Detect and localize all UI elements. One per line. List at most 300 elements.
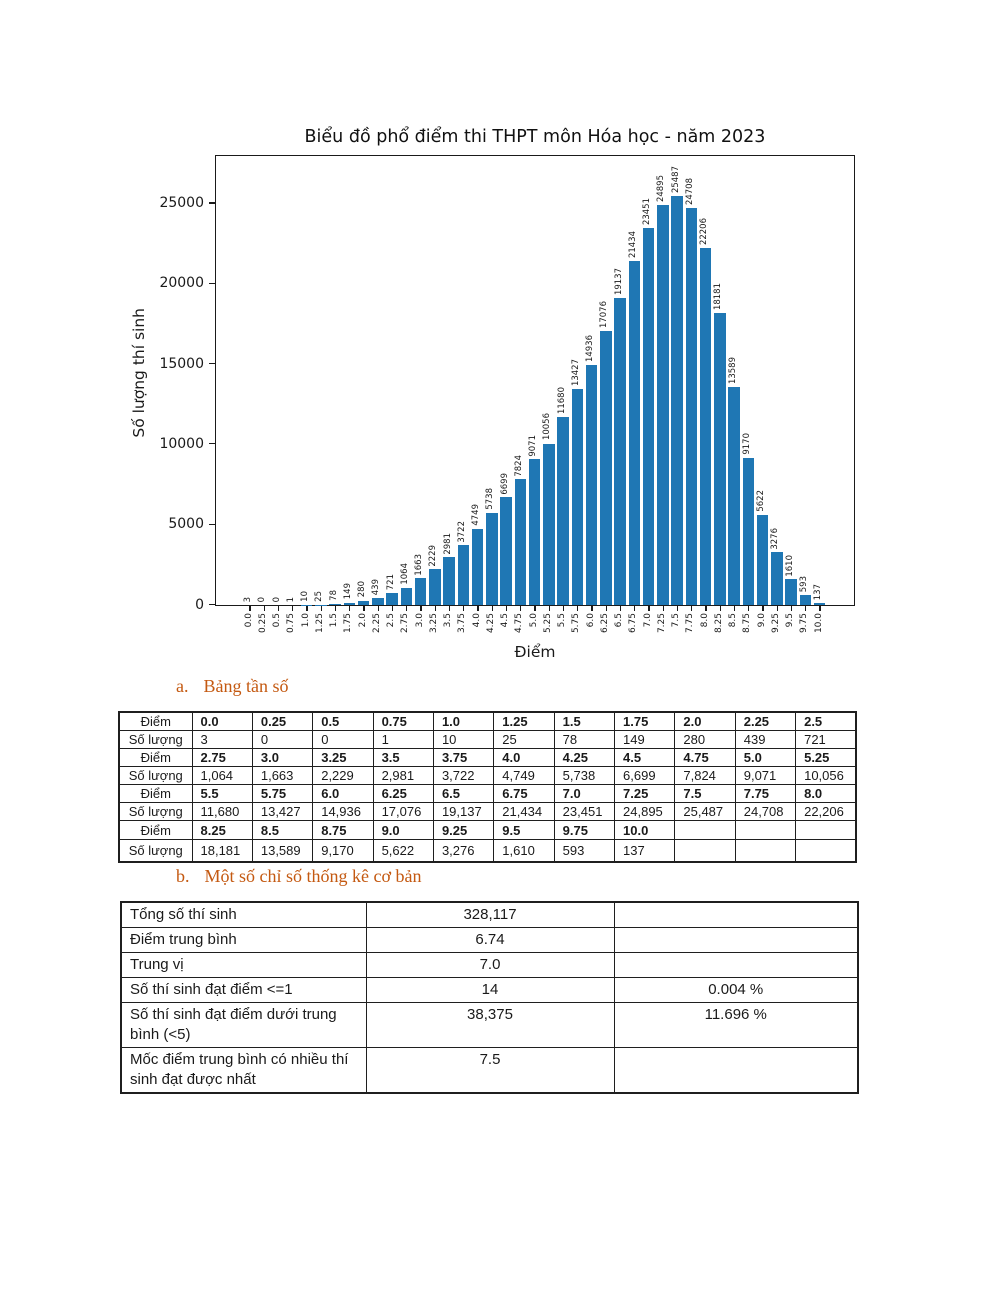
stats-pct: 11.696 % — [614, 1003, 858, 1048]
x-tick-label: 10.0 — [813, 613, 824, 634]
freq-cell: 2.75 — [192, 749, 252, 767]
freq-cell: 5.25 — [796, 749, 856, 767]
x-tick — [791, 606, 792, 611]
plot-area — [215, 155, 855, 606]
bar — [700, 248, 712, 605]
bar-value-label: 721 — [385, 574, 396, 591]
x-tick — [321, 606, 322, 611]
bar — [443, 557, 455, 605]
bar-value-label: 19137 — [613, 267, 624, 295]
x-tick-label: 2.75 — [400, 613, 411, 634]
freq-cell: 0.25 — [252, 712, 312, 731]
freq-cell: 25 — [494, 731, 554, 749]
freq-row — [119, 821, 856, 840]
freq-row-label: Điểm — [119, 785, 192, 803]
bar-value-label: 7824 — [513, 454, 524, 477]
bar — [743, 458, 755, 605]
bar — [629, 261, 641, 605]
x-tick-label: 1.25 — [314, 613, 325, 634]
bar-value-label: 593 — [798, 576, 809, 593]
freq-cell: 10 — [433, 731, 493, 749]
bar — [415, 578, 427, 605]
freq-cell: 9,170 — [313, 840, 373, 862]
freq-cell: 149 — [615, 731, 675, 749]
bar — [728, 387, 740, 605]
freq-cell: 1,663 — [252, 767, 312, 785]
y-tick — [209, 604, 215, 605]
stats-pct — [614, 902, 858, 928]
bar-value-label: 5622 — [756, 490, 766, 512]
x-tick-label: 0.0 — [243, 613, 254, 628]
freq-cell: 13,427 — [252, 803, 312, 821]
x-tick-label: 3.5 — [443, 613, 453, 628]
x-tick — [306, 606, 307, 611]
x-tick — [720, 606, 721, 611]
x-tick — [691, 606, 692, 611]
x-tick-label: 6.5 — [614, 613, 624, 628]
x-tick — [663, 606, 664, 611]
freq-cell: 25,487 — [675, 803, 735, 821]
x-tick-label: 6.25 — [599, 613, 610, 634]
y-tick-label: 20000 — [159, 275, 204, 292]
x-tick-label: 8.75 — [742, 613, 753, 634]
freq-cell: 7.0 — [554, 785, 614, 803]
x-tick-label: 5.5 — [557, 613, 567, 628]
bar — [386, 593, 398, 605]
freq-cell: 4.0 — [494, 749, 554, 767]
y-tick-label: 10000 — [159, 435, 204, 452]
bar — [529, 459, 541, 605]
y-tick — [209, 524, 215, 525]
frequency-table — [118, 711, 857, 863]
stats-lab: Số thí sinh đạt điểm dưới trung bình (<5) — [121, 1003, 366, 1048]
freq-cell: 5.0 — [735, 749, 795, 767]
freq-cell: 1.25 — [494, 712, 554, 731]
section-b-heading — [176, 866, 422, 887]
freq-cell: 1.75 — [615, 712, 675, 731]
stats-row — [121, 953, 858, 978]
x-tick — [392, 606, 393, 611]
x-tick — [677, 606, 678, 611]
stats-pct — [614, 1048, 858, 1094]
bar-value-label: 25 — [314, 590, 325, 602]
freq-row — [119, 749, 856, 767]
freq-cell: 11,680 — [192, 803, 252, 821]
x-tick — [748, 606, 749, 611]
stats-val: 7.0 — [366, 953, 614, 978]
x-tick-label: 2.0 — [357, 613, 368, 628]
freq-cell: 3.75 — [433, 749, 493, 767]
freq-cell: 5,738 — [554, 767, 614, 785]
freq-cell: 4,749 — [494, 767, 554, 785]
freq-cell: 5.5 — [192, 785, 252, 803]
section-a-marker: a. — [176, 676, 189, 696]
freq-cell: 3,722 — [433, 767, 493, 785]
bar — [358, 601, 370, 605]
freq-cell: 8.25 — [192, 821, 252, 840]
freq-cell: 2,229 — [313, 767, 373, 785]
freq-cell: 14,936 — [313, 803, 373, 821]
freq-cell: 2.25 — [735, 712, 795, 731]
freq-row — [119, 785, 856, 803]
bar — [771, 552, 783, 605]
freq-cell: 1,064 — [192, 767, 252, 785]
freq-cell: 2.0 — [675, 712, 735, 731]
x-tick-label: 1.5 — [329, 613, 339, 628]
x-tick-label: 7.25 — [656, 613, 667, 634]
freq-cell: 9.0 — [373, 821, 433, 840]
x-tick-label: 9.5 — [785, 613, 795, 628]
y-tick-label: 5000 — [168, 516, 204, 533]
bar — [657, 205, 669, 605]
x-tick-label: 9.25 — [770, 613, 781, 634]
freq-row-label: Số lượng — [119, 803, 192, 821]
x-tick — [620, 606, 621, 611]
x-tick — [335, 606, 336, 611]
bar — [458, 545, 470, 605]
x-tick-label: 8.25 — [713, 613, 724, 634]
freq-cell: 721 — [796, 731, 856, 749]
x-tick — [492, 606, 493, 611]
bar-value-label: 23451 — [642, 198, 652, 226]
bar-value-label: 5738 — [485, 488, 496, 510]
x-tick-label: 5.75 — [571, 613, 582, 634]
freq-cell: 2,981 — [373, 767, 433, 785]
bar-value-label: 22206 — [699, 218, 709, 246]
stats-val: 7.5 — [366, 1048, 614, 1094]
x-tick — [563, 606, 564, 611]
bar — [429, 569, 441, 605]
x-tick — [777, 606, 778, 611]
stats-lab: Điểm trung bình — [121, 928, 366, 953]
stats-row — [121, 902, 858, 928]
bar-value-label: 0 — [271, 596, 282, 602]
freq-cell: 439 — [735, 731, 795, 749]
bar — [329, 604, 341, 605]
bar-value-label: 3 — [243, 596, 253, 602]
x-tick-label: 5.25 — [542, 613, 553, 634]
bar — [486, 513, 498, 605]
freq-cell: 4.5 — [615, 749, 675, 767]
freq-cell: 6.5 — [433, 785, 493, 803]
stats-lab: Tổng số thí sinh — [121, 902, 366, 928]
freq-cell: 4.25 — [554, 749, 614, 767]
freq-cell: 1.0 — [433, 712, 493, 731]
stats-pct — [614, 953, 858, 978]
y-tick-label: 0 — [195, 596, 204, 613]
x-tick-label: 7.5 — [671, 613, 681, 628]
bar-value-label: 10056 — [542, 413, 553, 441]
bar-value-label: 13427 — [570, 359, 581, 387]
bar-value-label: 0 — [257, 596, 268, 602]
bar-value-label: 4749 — [471, 504, 481, 526]
freq-row — [119, 803, 856, 821]
freq-cell — [735, 821, 795, 840]
x-tick-label: 4.25 — [485, 613, 496, 634]
bar-value-label: 280 — [357, 581, 367, 598]
x-tick-label: 3.25 — [428, 613, 439, 634]
x-tick-label: 7.0 — [642, 613, 653, 628]
freq-cell: 3.25 — [313, 749, 373, 767]
freq-cell — [796, 840, 856, 862]
freq-cell — [796, 821, 856, 840]
stats-lab: Số thí sinh đạt điểm <=1 — [121, 978, 366, 1003]
freq-row — [119, 731, 856, 749]
x-tick — [648, 606, 649, 611]
x-tick-label: 2.5 — [386, 613, 396, 628]
bar — [671, 196, 683, 605]
x-tick-label: 4.5 — [500, 613, 510, 628]
stats-val: 14 — [366, 978, 614, 1003]
freq-cell: 24,708 — [735, 803, 795, 821]
stats-row — [121, 1048, 858, 1094]
x-tick-label: 2.25 — [371, 613, 382, 634]
freq-cell: 593 — [554, 840, 614, 862]
x-tick-label: 4.0 — [471, 613, 482, 628]
x-tick — [520, 606, 521, 611]
freq-cell: 3,276 — [433, 840, 493, 862]
bar-value-label: 3276 — [770, 527, 781, 550]
x-tick — [449, 606, 450, 611]
bar — [472, 529, 484, 605]
x-tick-label: 3.0 — [414, 613, 425, 628]
x-tick-label: 9.75 — [799, 613, 810, 634]
x-tick — [819, 606, 820, 611]
stats-lab: Mốc điểm trung bình có nhiều thí sinh đạt được nhất — [121, 1048, 366, 1094]
freq-cell: 21,434 — [494, 803, 554, 821]
x-tick — [420, 606, 421, 611]
freq-cell: 8.5 — [252, 821, 312, 840]
x-tick-label: 4.75 — [514, 613, 525, 634]
section-a-title: Bảng tần số — [203, 676, 289, 696]
x-tick — [705, 606, 706, 611]
bar-value-label: 14936 — [585, 335, 595, 363]
freq-cell: 13,589 — [252, 840, 312, 862]
x-tick-label: 1.75 — [343, 613, 354, 634]
bar — [500, 497, 512, 605]
bar — [543, 444, 555, 605]
x-tick — [591, 606, 592, 611]
bar — [757, 515, 769, 605]
bar — [515, 479, 527, 605]
freq-cell: 7.75 — [735, 785, 795, 803]
bar-value-label: 21434 — [627, 230, 638, 258]
bar-value-label: 1610 — [784, 554, 795, 577]
bar-value-label: 1064 — [399, 563, 410, 585]
bar — [344, 603, 356, 605]
stats-table — [120, 901, 859, 1094]
freq-row — [119, 712, 856, 731]
stats-val: 38,375 — [366, 1003, 614, 1048]
freq-cell: 1,610 — [494, 840, 554, 862]
freq-cell: 137 — [615, 840, 675, 862]
stats-row — [121, 928, 858, 953]
bar-value-label: 9170 — [741, 433, 752, 455]
freq-cell: 6.0 — [313, 785, 373, 803]
x-tick — [292, 606, 293, 611]
bar-value-label: 1663 — [414, 553, 424, 576]
x-tick — [264, 606, 265, 611]
y-tick-label: 25000 — [159, 195, 204, 211]
freq-cell: 19,137 — [433, 803, 493, 821]
stats-val: 6.74 — [366, 928, 614, 953]
x-tick — [378, 606, 379, 611]
freq-row — [119, 840, 856, 862]
x-tick — [406, 606, 407, 611]
freq-cell: 9.25 — [433, 821, 493, 840]
section-b-title: Một số chỉ số thống kê cơ bản — [204, 866, 422, 886]
bar — [572, 389, 584, 605]
freq-cell: 9,071 — [735, 767, 795, 785]
y-tick — [209, 363, 215, 364]
x-tick-label: 0.25 — [257, 613, 268, 634]
freq-cell: 3.5 — [373, 749, 433, 767]
x-tick — [463, 606, 464, 611]
freq-cell: 7,824 — [675, 767, 735, 785]
bar-value-label: 24895 — [656, 175, 667, 203]
freq-row-label: Điểm — [119, 749, 192, 767]
x-tick — [805, 606, 806, 611]
x-tick — [506, 606, 507, 611]
bar — [614, 298, 626, 605]
bar — [586, 365, 598, 605]
bar — [600, 331, 612, 605]
freq-row-label: Điểm — [119, 712, 192, 731]
freq-cell: 2.5 — [796, 712, 856, 731]
freq-cell: 280 — [675, 731, 735, 749]
freq-cell — [675, 840, 735, 862]
stats-lab: Trung vị — [121, 953, 366, 978]
x-tick-label: 8.0 — [699, 613, 710, 628]
x-tick — [435, 606, 436, 611]
x-axis-label: Điểm — [514, 643, 556, 661]
y-tick-label: 15000 — [159, 355, 204, 372]
bar-value-label: 137 — [813, 583, 823, 600]
x-tick — [349, 606, 350, 611]
x-tick — [734, 606, 735, 611]
freq-cell: 6,699 — [615, 767, 675, 785]
x-tick — [606, 606, 607, 611]
freq-cell: 10,056 — [796, 767, 856, 785]
bar — [401, 588, 413, 605]
x-tick — [534, 606, 535, 611]
bar-value-label: 18181 — [713, 282, 724, 311]
bar-value-label: 439 — [371, 578, 382, 595]
x-tick — [278, 606, 279, 611]
bar-value-label: 78 — [328, 589, 339, 601]
freq-cell: 8.75 — [313, 821, 373, 840]
bar-value-label: 3722 — [456, 520, 467, 543]
x-tick-label: 5.0 — [528, 613, 539, 628]
freq-cell: 24,895 — [615, 803, 675, 821]
y-axis-label: Số lượng thí sinh — [130, 308, 148, 438]
freq-cell: 6.25 — [373, 785, 433, 803]
freq-cell: 7.5 — [675, 785, 735, 803]
x-tick-label: 6.0 — [585, 613, 596, 628]
freq-cell: 5.75 — [252, 785, 312, 803]
section-b-marker: b. — [176, 866, 190, 886]
x-tick-label: 8.5 — [728, 613, 738, 628]
stats-row — [121, 1003, 858, 1048]
bar — [557, 417, 569, 605]
freq-row-label: Điểm — [119, 821, 192, 840]
x-tick-label: 7.75 — [685, 613, 696, 634]
bar-value-label: 11680 — [556, 387, 567, 415]
freq-row — [119, 767, 856, 785]
freq-cell: 0.0 — [192, 712, 252, 731]
freq-cell: 10.0 — [615, 821, 675, 840]
bar — [800, 595, 812, 605]
freq-cell: 18,181 — [192, 840, 252, 862]
freq-cell: 1 — [373, 731, 433, 749]
stats-pct: 0.004 % — [614, 978, 858, 1003]
x-tick — [549, 606, 550, 611]
x-tick — [249, 606, 250, 611]
freq-cell: 0.5 — [313, 712, 373, 731]
bar-value-label: 2229 — [428, 544, 439, 567]
bar-value-label: 149 — [342, 583, 353, 600]
bar-value-label: 13589 — [727, 356, 738, 384]
freq-cell: 1.5 — [554, 712, 614, 731]
x-tick-label: 9.0 — [756, 613, 767, 628]
freq-cell: 0.75 — [373, 712, 433, 731]
bar-value-label: 17076 — [599, 300, 610, 328]
freq-cell: 22,206 — [796, 803, 856, 821]
x-tick-label: 3.75 — [457, 613, 468, 634]
freq-row-label: Số lượng — [119, 731, 192, 749]
freq-cell: 8.0 — [796, 785, 856, 803]
freq-cell: 23,451 — [554, 803, 614, 821]
freq-cell — [675, 821, 735, 840]
bar — [686, 208, 698, 605]
bar-value-label: 1 — [285, 596, 296, 602]
freq-cell: 6.75 — [494, 785, 554, 803]
bar-value-label: 24708 — [684, 178, 695, 206]
freq-cell: 3 — [192, 731, 252, 749]
x-tick — [762, 606, 763, 611]
bar-value-label: 6699 — [499, 472, 510, 495]
freq-cell: 0 — [252, 731, 312, 749]
x-tick — [577, 606, 578, 611]
bar — [714, 313, 726, 605]
x-tick-label: 0.5 — [272, 613, 282, 628]
freq-cell: 9.5 — [494, 821, 554, 840]
section-a-heading — [176, 676, 289, 697]
x-tick-label: 6.75 — [628, 613, 639, 634]
bar-value-label: 25487 — [670, 165, 681, 193]
stats-pct — [614, 928, 858, 953]
y-tick — [209, 443, 215, 444]
bar-value-label: 9071 — [528, 434, 538, 457]
freq-cell: 17,076 — [373, 803, 433, 821]
x-tick — [477, 606, 478, 611]
y-tick — [209, 202, 215, 203]
freq-cell: 9.75 — [554, 821, 614, 840]
x-tick — [363, 606, 364, 611]
x-tick — [634, 606, 635, 611]
freq-cell: 3.0 — [252, 749, 312, 767]
freq-cell: 5,622 — [373, 840, 433, 862]
stats-val: 328,117 — [366, 902, 614, 928]
x-tick-label: 1.0 — [300, 613, 311, 628]
bar-value-label: 2981 — [442, 532, 453, 555]
freq-row-label: Số lượng — [119, 767, 192, 785]
y-tick — [209, 283, 215, 284]
freq-cell: 0 — [313, 731, 373, 749]
stats-row — [121, 978, 858, 1003]
bar — [814, 603, 826, 605]
freq-cell: 4.75 — [675, 749, 735, 767]
